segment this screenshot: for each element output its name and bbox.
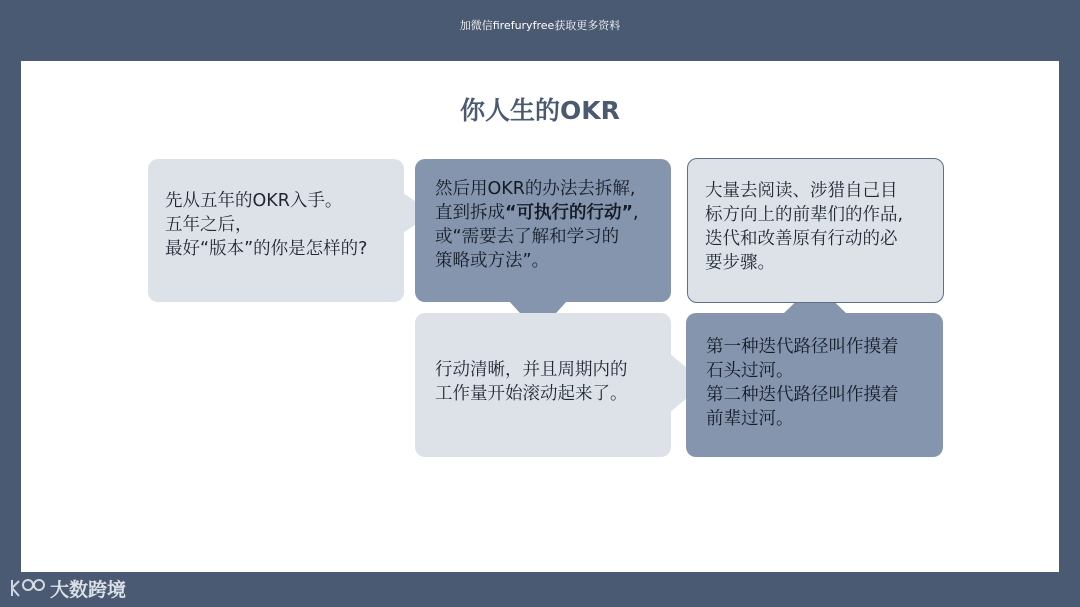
box3-line-2: 标方向上的前辈们的作品,	[705, 205, 904, 225]
box5-line-1: 第一种迭代路径叫作摸着	[706, 337, 899, 357]
box2-line-2-bold: “可执行的行动”	[505, 203, 634, 223]
box3-line-4: 要步骤。	[705, 253, 775, 273]
box1-line-3: 最好“版本”的你是怎样的?	[165, 239, 368, 259]
box3-line-3: 迭代和改善原有行动的必	[705, 229, 898, 249]
box2-line-4: 策略或方法”。	[435, 251, 550, 271]
box5-line-2: 石头过河。	[706, 361, 794, 381]
watermark-logo	[8, 574, 126, 602]
watermark-logo-icon	[8, 576, 48, 600]
box2-line-2-post: ,	[633, 203, 639, 223]
step-box-action	[415, 313, 671, 457]
step-box-start	[148, 159, 404, 302]
step-box-paths	[686, 313, 943, 457]
box3-line-1: 大量去阅读、涉猎自己目	[705, 181, 898, 201]
box5-line-4: 前辈过河。	[706, 409, 794, 429]
slide	[21, 61, 1059, 572]
box5-line-3: 第二种迭代路径叫作摸着	[706, 385, 899, 405]
box1-line-2: 五年之后，	[165, 215, 253, 235]
box4-line-2: 工作量开始滚动起来了。	[435, 384, 628, 404]
box2-line-3: 或“需要去了解和学习的	[435, 227, 620, 247]
watermark-logo-text: 大数跨境	[50, 578, 127, 601]
step-box-iterate	[687, 158, 944, 303]
box2-line-1: 然后用OKR的办法去拆解,	[435, 179, 636, 199]
box2-line-2-pre: 直到拆成	[435, 203, 505, 223]
slide-title: 你人生的OKR	[460, 96, 620, 125]
box1-line-1: 先从五年的OKR入手。	[165, 191, 343, 211]
box4-line-1: 行动清晰，并且周期内的	[435, 360, 628, 380]
step-box-decompose	[415, 159, 671, 302]
box2-line-2	[435, 201, 671, 225]
top-banner: 加微信firefuryfree获取更多资料	[459, 19, 621, 32]
